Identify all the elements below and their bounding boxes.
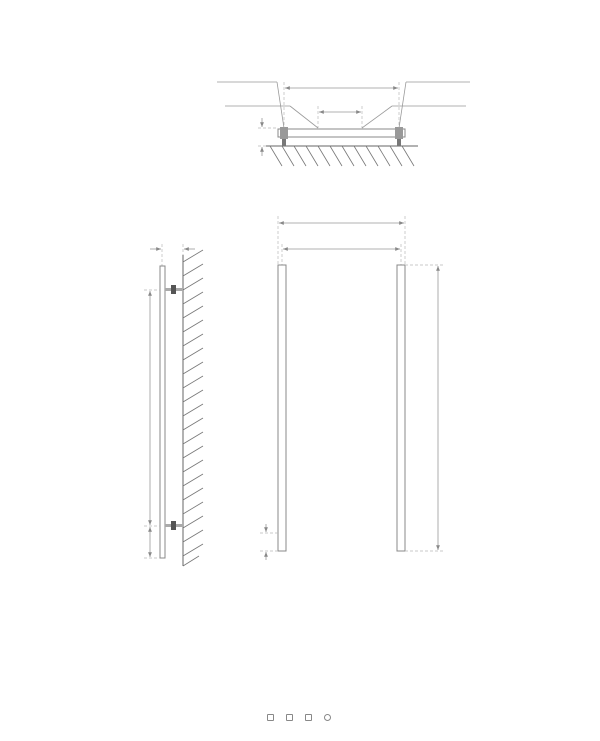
right-connector [395, 127, 403, 139]
gauge-icon [324, 714, 331, 721]
legend-line-3 [0, 714, 600, 721]
right-collector [397, 265, 405, 551]
top-wall-hatch [270, 146, 414, 166]
left-connector [280, 127, 288, 139]
legend-line-2 [0, 698, 600, 705]
side-wall-hatch [183, 250, 203, 566]
front-view [260, 216, 444, 560]
heater-icon [267, 714, 274, 721]
left-collector [278, 265, 286, 551]
legend-line-1 [0, 688, 600, 695]
top-radiator-body [278, 129, 405, 137]
weight-icon [305, 714, 312, 721]
side-collector [160, 266, 165, 558]
side-view [144, 244, 203, 566]
top-view [217, 82, 470, 166]
cup-icon [286, 714, 293, 721]
